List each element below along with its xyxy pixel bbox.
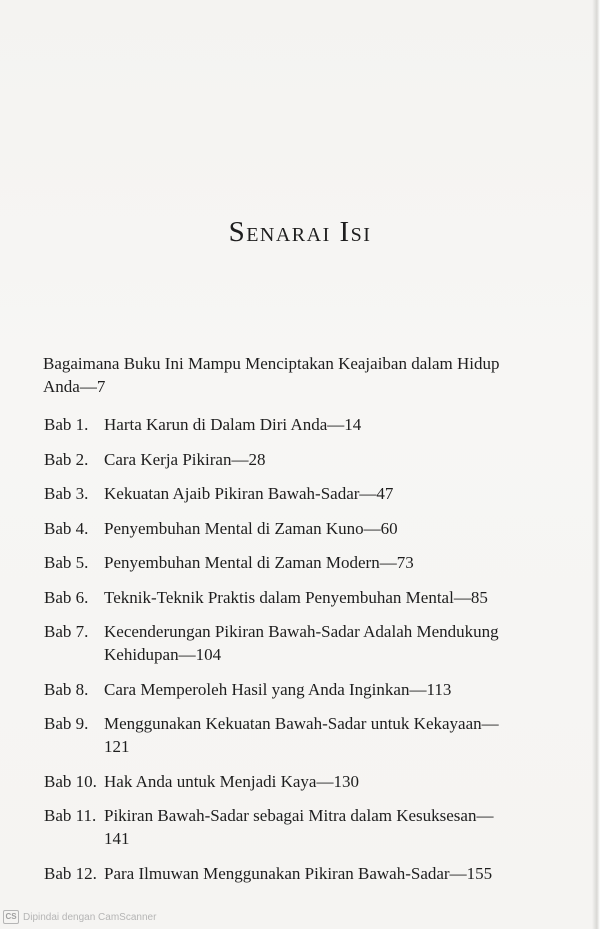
- chapter-title: Menggunakan Kekuatan Bawah-Sadar untuk Kekayaan—121: [104, 714, 499, 756]
- toc-entry: [44, 448, 544, 471]
- chapter-title: Cara Kerja Pikiran—28: [104, 449, 266, 469]
- chapter-title: Pikiran Bawah-Sadar sebagai Mitra dalam Kesuksesan—141: [104, 806, 494, 848]
- table-of-contents: [44, 413, 544, 896]
- chapter-title: Para Ilmuwan Menggunakan Pikiran Bawah-Sadar—155: [104, 863, 493, 883]
- chapter-title: Harta Karun di Dalam Diri Anda—14: [104, 415, 362, 434]
- toc-entry: [44, 517, 544, 540]
- toc-entry: [44, 770, 544, 793]
- chapter-number: Bab 12.: [44, 863, 97, 883]
- chapter-number: Bab 6.: [44, 587, 89, 607]
- chapter-number: Bab 11.: [44, 806, 97, 825]
- chapter-number: Bab 8.: [44, 679, 89, 699]
- chapter-title: Penyembuhan Mental di Zaman Modern—73: [104, 553, 414, 572]
- chapter-number: Bab 3.: [44, 484, 89, 503]
- chapter-title: Teknik-Teknik Praktis dalam Penyembuhan Mental—85: [104, 587, 488, 607]
- toc-entry: [44, 413, 544, 436]
- camscanner-icon: CS: [3, 910, 19, 924]
- chapter-number: Bab 10.: [44, 771, 97, 791]
- toc-entry: [44, 620, 544, 666]
- chapter-title: Kekuatan Ajaib Pikiran Bawah-Sadar—47: [104, 484, 394, 503]
- toc-entry: [44, 551, 544, 574]
- watermark-text: Dipindai dengan CamScanner: [23, 911, 157, 923]
- toc-entry: [44, 862, 544, 885]
- page-edge: [592, 0, 600, 929]
- toc-entry: [44, 482, 544, 505]
- toc-entry: [44, 712, 544, 758]
- toc-entry: [44, 804, 544, 850]
- chapter-number: Bab 1.: [44, 415, 89, 434]
- page-title: Senarai Isi: [228, 216, 372, 248]
- toc-entry: [44, 586, 544, 609]
- chapter-number: Bab 5.: [44, 553, 89, 572]
- toc-intro-entry: Bagaimana Buku Ini Mampu Menciptakan Keajaiban dalam Hidup Anda—7: [43, 354, 500, 396]
- chapter-number: Bab 4.: [44, 518, 89, 538]
- toc-entry: [44, 678, 544, 701]
- chapter-title: Cara Memperoleh Hasil yang Anda Inginkan—113: [104, 679, 452, 699]
- chapter-title: Penyembuhan Mental di Zaman Kuno—60: [104, 518, 398, 538]
- chapter-number: Bab 7.: [44, 622, 89, 641]
- chapter-title: Hak Anda untuk Menjadi Kaya—130: [104, 771, 359, 791]
- chapter-number: Bab 2.: [44, 449, 89, 469]
- chapter-title: Kecenderungan Pikiran Bawah-Sadar Adalah Mendukung Kehidupan—104: [104, 622, 499, 664]
- chapter-number: Bab 9.: [44, 714, 89, 733]
- scanner-watermark: [3, 910, 156, 924]
